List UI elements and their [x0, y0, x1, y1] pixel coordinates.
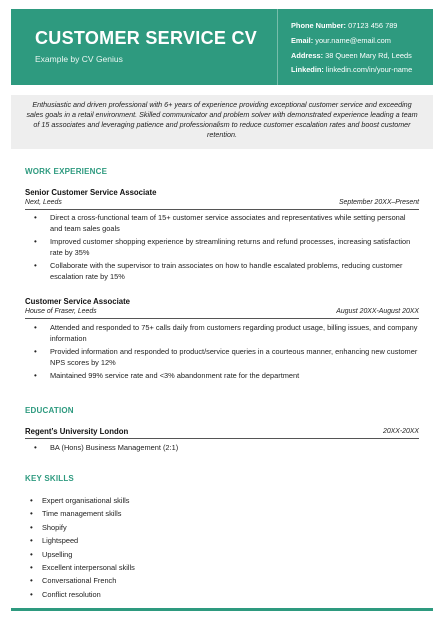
- contact-email-label: Email:: [291, 35, 314, 45]
- list-item: • Direct a cross-functional team of 15+ customer service associates and representatives while setting personal and team sales goals: [25, 213, 419, 235]
- education-heading: EDUCATION: [25, 406, 74, 415]
- list-item: • Lightspeed: [25, 534, 419, 547]
- footer-accent-bar: [11, 608, 433, 611]
- job-title: Customer Service Associate: [25, 297, 131, 306]
- contact-email: [291, 34, 412, 49]
- contact-address: [291, 49, 412, 64]
- job-employer: Next, Leeds: [25, 199, 62, 206]
- cv-page: [11, 9, 433, 611]
- professional-summary: [11, 95, 433, 149]
- education-school: Regent’s University London: [25, 427, 129, 436]
- list-item: • Conflict resolution: [25, 588, 419, 601]
- cv-subtitle: Example by CV Genius: [35, 54, 123, 64]
- contact-phone: [291, 19, 412, 34]
- contact-linkedin-label: Linkedin:: [291, 65, 324, 75]
- cv-header: [11, 9, 433, 85]
- job-bullets: [25, 323, 419, 384]
- contact-linkedin: [291, 63, 412, 78]
- contact-phone-value: 07123 456 789: [348, 21, 398, 30]
- education-bullets: [25, 443, 419, 456]
- job-employer: House of Fraser, Leeds: [25, 308, 97, 315]
- list-item: • Improved customer shopping experience by streamlining returns and refund processes, increasing satisfaction rate by 35%: [25, 237, 419, 259]
- contact-address-label: Address:: [291, 50, 324, 60]
- candidate-name: CUSTOMER SERVICE CV: [35, 28, 258, 48]
- work-experience-heading: WORK EXPERIENCE: [25, 167, 108, 176]
- summary-text: Enthusiastic and driven professional with 6+ years of experience providing exceptional customer service and exceeding sales goals in a retail environment. Skilled communicator and problem solver with demonstrated experience leading a team of 15 associates and leveraging patience and professionalism to reduce customer escalation rates and boost customer retention.: [26, 100, 418, 140]
- education-degree: • BA (Hons) Business Management (2:1): [25, 443, 419, 454]
- contact-address-value: 38 Queen Mary Rd, Leeds: [325, 50, 412, 60]
- job-meta-row: [25, 308, 419, 319]
- list-item: • Provided information and responded to product/service queries in a courteous manner, enhancing new customer NPS scores by 12%: [25, 347, 419, 369]
- contact-linkedin-value: linkedin.com/in/your-name: [325, 65, 413, 75]
- contact-email-value: your.name@email.com: [315, 35, 391, 45]
- header-divider: [277, 9, 278, 85]
- job-bullets: [25, 213, 419, 285]
- key-skills-heading: KEY SKILLS: [25, 474, 74, 483]
- list-item: • Excellent interpersonal skills: [25, 561, 419, 574]
- skills-list: [25, 494, 419, 601]
- list-item: • Shopify: [25, 521, 419, 534]
- list-item: • Attended and responded to 75+ calls daily from customers regarding product usage, billing issues, and company information: [25, 323, 419, 345]
- list-item: • Maintained 99% service rate and <3% abandonment rate for the department: [25, 371, 419, 382]
- list-item: • Collaborate with the supervisor to train associates on how to handle escalated problems, reducing customer escalation rate by 15%: [25, 261, 419, 283]
- job-meta-row: [25, 199, 419, 210]
- job-dates: August 20XX-August 20XX: [336, 308, 419, 315]
- education-dates: 20XX-20XX: [382, 428, 419, 435]
- job-dates: September 20XX–Present: [338, 199, 419, 206]
- contact-details: [291, 19, 412, 78]
- job-title: Senior Customer Service Associate: [25, 188, 157, 197]
- header-title-block: [35, 27, 257, 64]
- list-item: • Upselling: [25, 548, 419, 561]
- education-row: [25, 427, 419, 439]
- list-item: • Conversational French: [25, 574, 419, 587]
- list-item: • Expert organisational skills: [25, 494, 419, 507]
- contact-phone-label: Phone Number:: [291, 21, 347, 30]
- list-item: • Time management skills: [25, 507, 419, 520]
